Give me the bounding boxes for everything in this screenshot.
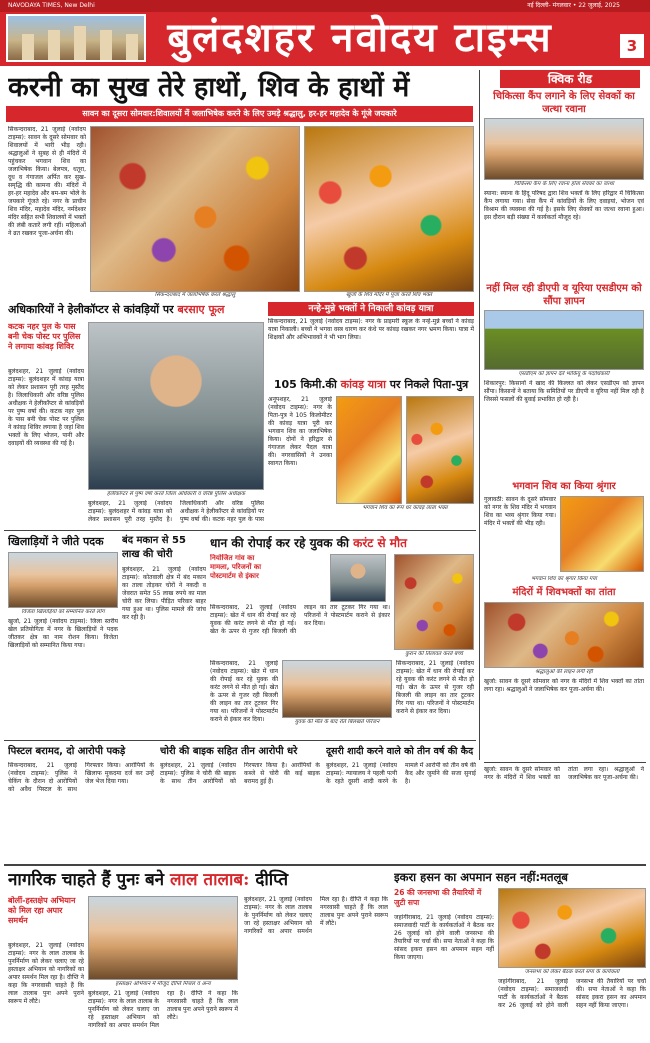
dhan-photo-mid <box>282 660 392 718</box>
talab-bullet: बोलीं-हस्तक्षेप अभियान को मिल रहा अपार समर्थन <box>8 896 76 925</box>
khiladi-headline: खिलाड़ियों ने जीते पदक <box>8 535 104 548</box>
ikra-photo <box>498 888 646 968</box>
right-headline-2: भगवान शिव का किया श्रृंगार <box>512 481 616 492</box>
khiladi-caption: विजेता खिलाड़ियों को सम्मानित करते लोग <box>21 609 105 615</box>
newspaper-title: बुलंदशहर नवोदय टाइम्स <box>167 14 553 61</box>
talab-body-cont: बुलंदशहर, 21 जुलाई (नवोदय टाइम्स): नगर के लाल तालाब के पुनर्निर्माण को लेकर चलाए जा रहे हस्ताक्षर अभियान को नागरिकों का अपार समर्थन मिल रहा है। दीप्ति ने कहा कि नगरवासी चाहते हैं कि लाल तालाब पुनः अपने पुराने स्वरूप में लौटे। <box>88 990 238 1029</box>
chori-headline: बंद मकान से 55 लाख की चोरी <box>122 535 186 560</box>
dhan-caption-right: कुरान की तिलावत करते बच्चे <box>405 651 463 657</box>
edition-label: NAVODAYA TIMES, New Delhi <box>8 2 95 9</box>
105km-photo-1 <box>336 396 402 504</box>
right-headline-3: मंदिरों में शिवभक्तों का तांता <box>512 587 616 598</box>
column-divider <box>479 70 480 760</box>
helicopter-body-cont: बुलंदशहर, 21 जुलाई (नवोदय टाइम्स): बुलंदशहर में कांवड़ यात्रा को लेकर प्रशासन पूरी तरह मुस्तैद है। जिलाधिकारी और वरिष्ठ पुलिस अधीक्षक ने हेलीकॉप्टर से कांवड़ियों पर पुष्प वर्षा की। कटक नहर पुल के पास <box>88 500 264 523</box>
page-number: 3 <box>620 34 644 58</box>
dahej-body: बुलंदशहर, 21 जुलाई (नवोदय टाइम्स): न्यायालय ने पहली पत्नी के रहते दूसरी शादी करने के मामले में आरोपी को तीन वर्ष की कैद और जुर्माने की सजा सुनाई है। <box>326 762 476 785</box>
pistol-body: सिकन्दराबाद, 21 जुलाई (नवोदय टाइम्स): पुलिस ने चेकिंग के दौरान दो आरोपियों को अवैध पिस्टल के साथ गिरफ्तार किया। आरोपियों के खिलाफ मुकदमा दर्ज कर उन्हें जेल भेज दिया गया। <box>8 762 154 793</box>
helicopter-photo <box>88 322 264 490</box>
dhan-headline <box>210 534 474 552</box>
quick-read-photo <box>484 118 644 180</box>
right-photo-3 <box>484 602 644 668</box>
lead-body: सिकन्दराबाद, 21 जुलाई (नवोदय टाइम्स): सावन के दूसरे सोमवार को शिवालयों में भारी भीड़ रही। श्रद्धालुओं ने सुबह से ही मंदिरों में पहुंचकर भगवान शिव का जलाभिषेक किया। बेलपत्र, धतूरा, दूध व गंगाजल अर्पित कर सुख-समृद्धि की कामना की। मंदिरों में हर-हर महादेव और बम-बम भोले के जयकारे गूंजते रहे। नगर के प्राचीन शिव मंदिर, महादेव मंदिर, नर्मदेश्वर मंदिर सहित सभी शिवालयों में भक्तों की लंबी कतारें लगी रहीं। महिलाओं ने व्रत रखकर पूजा-अर्चना की। <box>8 126 86 237</box>
divider-2 <box>4 740 476 741</box>
divider-right <box>484 762 646 763</box>
divider-1 <box>4 530 476 531</box>
naara-body: सिकन्दराबाद, 21 जुलाई (नवोदय टाइम्स): नगर के प्राइमरी स्कूल के नन्हे-मुन्ने बच्चों ने कांवड़ यात्रा निकाली। बच्चों ने भगवा वस्त्र धारण कर कंधे पर कांवड़ रखकर नगर भ्रमण किया। यात्रा में शिक्षकों और अभिभावकों ने भी भाग लिया। <box>268 318 474 341</box>
talab-body-cont-2: बुलंदशहर, 21 जुलाई (नवोदय टाइम्स): नगर के लाल तालाब के पुनर्निर्माण को लेकर चलाए जा रहे हस्ताक्षर अभियान को नागरिकों का अपार समर्थन मिल रहा है। दीप्ति ने कहा कि नगरवासी चाहते हैं कि लाल तालाब पुनः अपने पुराने स्वरूप में लौटे। <box>244 896 388 935</box>
105km-headline-b: कांवड़ यात्रा <box>340 378 386 391</box>
dhan-body-cont-2: सिकन्दराबाद, 21 जुलाई (नवोदय टाइम्स): खेत में धान की रोपाई कर रहे युवक की करंट लगने से मौत हो गई। खेत के ऊपर से गुजर रही बिजली की लाइन का तार टूटकर गिर गया था। परिजनों ने पोस्टमार्टम कराने से इंकार कर दिया। <box>396 660 474 715</box>
105km-caption: भगवान शिव का रूप धर कांवड़ लाता भक्त <box>362 505 448 511</box>
helicopter-headline-main: अधिकारियों ने हेलीकॉप्टर से कांवड़ियों पर <box>8 303 174 316</box>
divider-3 <box>4 864 646 866</box>
right-body-2: गुलावठी: सावन के दूसरे सोमवार को नगर के शिव मंदिर में भगवान शिव का भव्य श्रृंगार किया गया। मंदिर में भक्तों की भीड़ रही। <box>484 496 556 527</box>
right-body-3-cont: खुर्जा: सावन के दूसरे सोमवार को नगर के मंदिरों में शिव भक्तों का तांता लगा रहा। श्रद्धालुओं ने जलाभिषेक कर पूजा-अर्चना की। <box>484 766 644 781</box>
105km-photo-2 <box>406 396 474 504</box>
right-caption-3: श्रद्धालुओं की लाइन लगी रही <box>535 669 593 675</box>
ikra-caption: जनसभा को लेकर बैठक करते सपा के कार्यकर्ता <box>524 969 620 975</box>
right-body-3: खुर्जा: सावन के दूसरे सोमवार को नगर के मंदिरों में शिव भक्तों का तांता लगा रहा। श्रद्धालुओं ने जलाभिषेक कर पूजा-अर्चना की। <box>484 678 644 693</box>
helicopter-headline <box>8 302 258 318</box>
right-headline-1: नहीं मिल रही डीएपी व यूरिया एसडीएम को सौंपा ज्ञापन <box>486 283 642 307</box>
talab-caption: हस्ताक्षर अभियान में मौजूद दीप्ति मित्तल व अन्य <box>115 981 211 987</box>
helicopter-headline-accent: बरसाए फूल <box>177 303 225 316</box>
lead-headline: करनी का सुख तेरे हाथों, शिव के हाथों में <box>8 72 410 103</box>
right-body-1: शिकारपुर: किसानों ने खाद की किल्लत को लेकर एसडीएम को ज्ञापन सौंपा। किसानों ने बताया कि समितियों पर डीएपी व यूरिया नहीं मिल रही है जिससे फसलों की बुवाई प्रभावित हो रही है। <box>484 380 644 403</box>
talab-photo <box>88 896 238 980</box>
ikra-headline: इकरा हसन का अपमान सहन नहीं:मतलूब <box>394 870 568 884</box>
talab-headline-a: नागरिक चाहते हैं पुनः बने <box>8 870 165 890</box>
khiladi-body: खुर्जा, 21 जुलाई (नवोदय टाइम्स): जिला स्तरीय खेल प्रतियोगिता में नगर के खिलाड़ियों ने पदक जीतकर क्षेत्र का नाम रोशन किया। विजेता खिलाड़ियों को सम्मानित किया गया। <box>8 618 118 649</box>
naara-headline: नन्हे-मुन्ने भक्तों ने निकाली कांवड़ यात्रा <box>268 302 474 316</box>
105km-headline-c: पर निकले पिता-पुत्र <box>389 378 469 391</box>
dhan-body-cont: सिकन्दराबाद, 21 जुलाई (नवोदय टाइम्स): खेत में धान की रोपाई कर रहे युवक की करंट लगने से मौत हो गई। खेत के ऊपर से गुजर रही बिजली की लाइन का तार टूटकर गिर गया था। परिजनों ने पोस्टमार्टम कराने से इंकार कर दिया। <box>210 660 278 723</box>
dhan-photo-right <box>394 554 474 650</box>
right-caption-2: भगवान शिव का श्रृंगार किया गया <box>531 576 597 582</box>
quick-read-caption: चिकित्सा कैंप के लिए रवाना होता सेवकों का जत्था <box>513 181 615 187</box>
talab-headline <box>8 868 388 892</box>
quick-read-label: क्विक रीड <box>500 70 640 88</box>
lead-photo-2 <box>304 126 474 292</box>
dhan-caption-mid: युवक की मौत के बाद रोते बिलखते परिजन <box>294 719 380 725</box>
right-photo-1 <box>484 310 644 370</box>
bike-headline: चोरी की बाइक सहित तीन आरोपी धरे <box>160 746 298 757</box>
105km-headline-a: 105 किमी.की <box>273 378 337 391</box>
lead-caption-1: सिकन्दराबाद में जलाभिषेक करते श्रद्धालु <box>154 292 236 298</box>
ikra-body-cont: जहांगीराबाद, 21 जुलाई (नवोदय टाइम्स): समाजवादी पार्टी के कार्यकर्ताओं ने बैठक कर 26 जुलाई को होने वाली जनसभा की तैयारियों पर चर्चा की। सपा नेताओं ने कहा कि सांसद इकरा हसन का अपमान सहन नहीं किया जाएगा। <box>498 978 646 1009</box>
helicopter-bullet: कटक नहर पुल के पास बनी चेक पोस्ट पर पुलिस ने लगाया कांवड़ शिविर <box>8 322 81 351</box>
105km-body: अनूपशहर, 21 जुलाई (नवोदय टाइम्स): नगर के पिता-पुत्र ने 105 किलोमीटर की कांवड़ यात्रा पूरी कर भगवान शिव का जलाभिषेक किया। दोनों ने हरिद्वार से गंगाजल लेकर पैदल यात्रा की। नगरवासियों ने उनका स्वागत किया। <box>268 396 332 467</box>
dahej-headline: दूसरी शादी करने वाले को तीन वर्ष की कैद <box>326 746 474 757</box>
talab-body: बुलंदशहर, 21 जुलाई (नवोदय टाइम्स): नगर के लाल तालाब के पुनर्निर्माण को लेकर चलाए जा रहे हस्ताक्षर अभियान को नागरिकों का अपार समर्थन मिल रहा है। दीप्ति ने कहा कि नगरवासी चाहते हैं कि लाल तालाब पुनः अपने पुराने स्वरूप में लौटे। <box>8 942 84 1005</box>
lead-subhead: सावन का दूसरा सोमवार:शिवालयों में जलाभिषेक करने के लिए उमड़े श्रद्धालु, हर-हर महादेव के गूंजे जयकारे <box>6 106 473 122</box>
dhan-body: सिकन्दराबाद, 21 जुलाई (नवोदय टाइम्स): खेत में धान की रोपाई कर रहे युवक की करंट लगने से मौत हो गई। खेत के ऊपर से गुजर रही बिजली की लाइन का तार टूटकर गिर गया था। परिजनों ने पोस्टमार्टम कराने से इंकार कर दिया। <box>210 604 390 635</box>
dhan-headline-accent: करंट से मौत <box>353 536 407 550</box>
105km-headline <box>268 376 474 394</box>
lead-photo-1 <box>90 126 300 292</box>
ikra-body: जहांगीराबाद, 21 जुलाई (नवोदय टाइम्स): समाजवादी पार्टी के कार्यकर्ताओं ने बैठक कर 26 जुलाई को होने वाली जनसभा की तैयारियों पर चर्चा की। सपा नेताओं ने कहा कि सांसद इकरा हसन का अपमान सहन नहीं किया जाएगा। <box>394 914 494 961</box>
quick-read-headline: चिकित्सा कैंप लगाने के लिए सेवकों का जत्था रवाना <box>493 91 635 115</box>
masthead-photo <box>6 14 146 62</box>
dhan-headline-main: धान की रोपाई कर रहे युवक की <box>210 536 349 550</box>
chori-body: बुलंदशहर, 21 जुलाई (नवोदय टाइम्स): कोतवाली क्षेत्र में बंद मकान का ताला तोड़कर चोरों ने नकदी व जेवरात समेत 55 लाख रुपये का माल चोरी कर लिया। पीड़ित परिवार बाहर गया हुआ था। पुलिस मामले की जांच कर रही है। <box>122 566 206 621</box>
masthead <box>0 0 650 66</box>
talab-headline-b: लाल तालाब: <box>170 870 250 890</box>
helicopter-body: बुलंदशहर, 21 जुलाई (नवोदय टाइम्स): बुलंदशहर में कांवड़ यात्रा को लेकर प्रशासन पूरी तरह मुस्तैद है। जिलाधिकारी और वरिष्ठ पुलिस अधीक्षक ने हेलीकॉप्टर से कांवड़ियों पर पुष्प वर्षा की। कटक नहर पुल के पास बनी चेक पोस्ट पर पुलिस ने कांवड़ शिविर लगाया है जहां शिव भक्तों के लिए भोजन, पानी और दवाइयों की व्यवस्था की गई है। <box>8 368 84 447</box>
bike-body: बुलंदशहर, 21 जुलाई (नवोदय टाइम्स): पुलिस ने चोरी की बाइक के साथ तीन आरोपियों को गिरफ्तार किया है। आरोपियों के कब्जे से चोरी की कई बाइक बरामद हुई हैं। <box>160 762 320 785</box>
talab-headline-c: दीप्ति <box>255 870 289 890</box>
dhan-portrait <box>330 554 386 602</box>
lead-caption-2: खुर्जा के शिव मंदिर में पूजा करते शिव भक्त <box>345 292 433 298</box>
helicopter-caption: हेलीकॉप्टर से पुष्प वर्षा करते जिला अधिकारी व वरिष्ठ पुलिस अधीक्षक <box>106 491 246 497</box>
dhan-bullet: नियोजित गांव का मामला, परिजनों का पोस्टमार्टम से इंकार <box>210 554 262 580</box>
quick-read-body: स्याना: स्याना के हिंदू परिषद द्वारा शिव भक्तों के लिए हरिद्वार में चिकित्सा कैंप लगाया गया। सेवा कैंप में कांवड़ियों के लिए दवाइयां, भोजन एवं विश्राम की व्यवस्था की गई है। इसके लिए सेवकों का जत्था रवाना हुआ। इस दौरान बड़ी संख्या में कार्यकर्ता मौजूद रहे। <box>484 190 644 221</box>
pistol-headline: पिस्टल बरामद, दो आरोपी पकड़े <box>8 746 126 757</box>
ikra-bullet: 26 की जनसभा की तैयारियों में जुटी सपा <box>394 888 482 907</box>
right-photo-2 <box>560 496 644 572</box>
date-label: नई दिल्ली- मंगलवार • 22 जुलाई, 2025 <box>527 2 620 9</box>
right-caption-1: एसडीएम को ज्ञापन देते भाकियू के पदाधिकारी <box>518 371 610 377</box>
khiladi-photo <box>8 552 118 608</box>
